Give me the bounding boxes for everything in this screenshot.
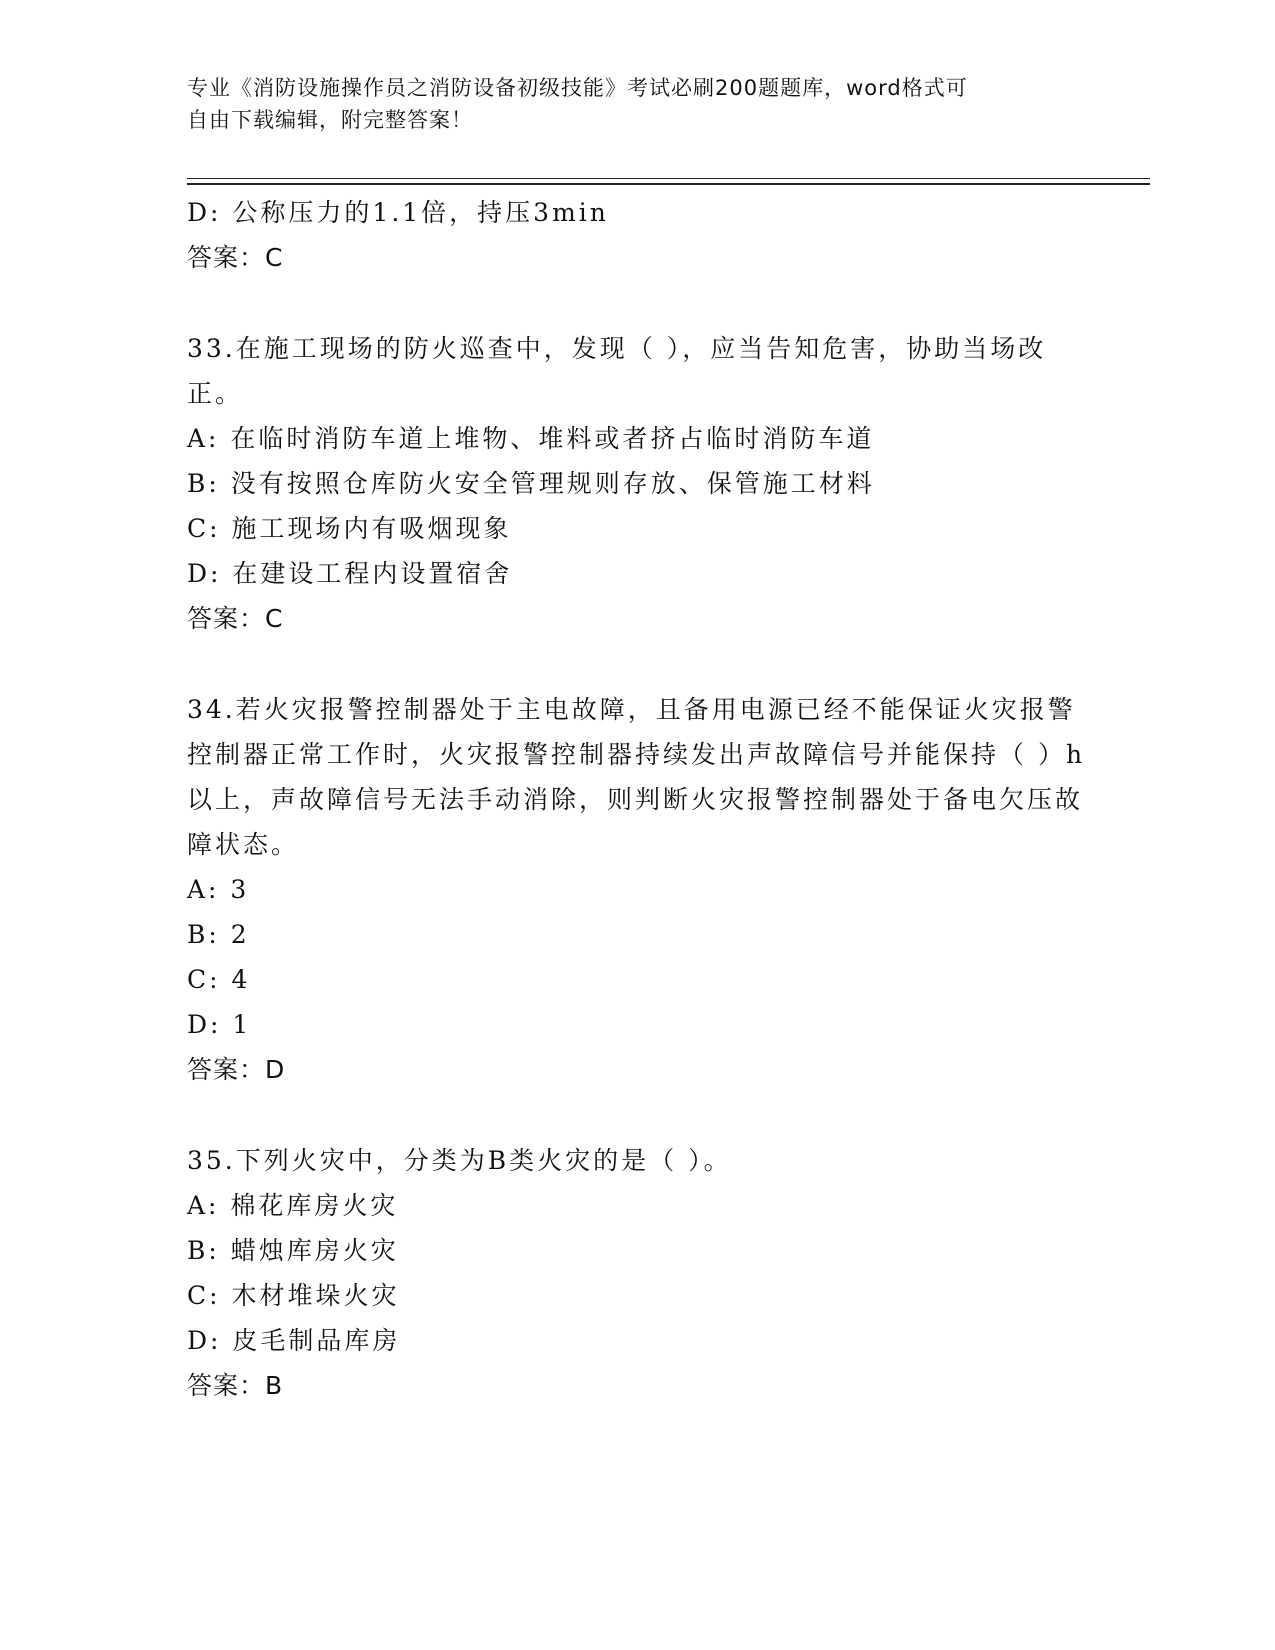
option-d: D: 在建设工程内设置宿舍 [187, 559, 513, 588]
option-a: A: 3 [187, 875, 250, 904]
answer-label: 答案：D [187, 1055, 286, 1084]
header-title-line-1: 专业《消防设施操作员之消防设备初级技能》考试必刷200题题库，word格式可 [187, 76, 968, 100]
question-content [187, 190, 1087, 1408]
answer-label: 答案：C [187, 243, 284, 272]
option-c: C: 木材堆垛火灾 [187, 1281, 400, 1310]
question-33 [187, 326, 1087, 641]
question-32 [187, 190, 1087, 280]
option-d: D: 1 [187, 1010, 252, 1039]
header-title-line-2: 自由下载编辑，附完整答案！ [187, 108, 473, 132]
option-b: B: 2 [187, 920, 250, 949]
spacer [187, 1092, 1087, 1138]
option-d: D: 公称压力的1.1倍，持压3min [187, 198, 609, 227]
option-a: A: 在临时消防车道上堆物、堆料或者挤占临时消防车道 [187, 424, 875, 453]
option-c: C: 施工现场内有吸烟现象 [187, 514, 512, 543]
question-34 [187, 687, 1087, 1092]
header-divider-thick [187, 183, 1150, 185]
spacer [187, 280, 1087, 326]
option-d: D: 皮毛制品库房 [187, 1326, 401, 1355]
spacer [187, 641, 1087, 687]
page-header [187, 72, 1087, 136]
option-b: B: 没有按照仓库防火安全管理规则存放、保管施工材料 [187, 469, 875, 498]
answer-label: 答案：C [187, 604, 284, 633]
question-35 [187, 1138, 1087, 1408]
question-stem: 33.在施工现场的防火巡查中，发现（ ），应当告知危害，协助当场改正。 [187, 334, 1047, 408]
option-b: B: 蜡烛库房火灾 [187, 1236, 399, 1265]
question-stem: 35.下列火灾中，分类为B类火灾的是（ ）。 [187, 1146, 732, 1175]
question-stem: 34.若火灾报警控制器处于主电故障，且备用电源已经不能保证火灾报警控制器正常工作时，火灾报警控制器持续发出声故障信号并能保持（ ）h以上，声故障信号无法手动消除，则判断火灾报警控制器处于备电欠压故障状态。 [187, 695, 1086, 859]
option-a: A: 棉花库房火灾 [187, 1191, 399, 1220]
answer-label: 答案：B [187, 1371, 284, 1400]
option-c: C: 4 [187, 965, 251, 994]
header-divider-thin [187, 178, 1150, 179]
